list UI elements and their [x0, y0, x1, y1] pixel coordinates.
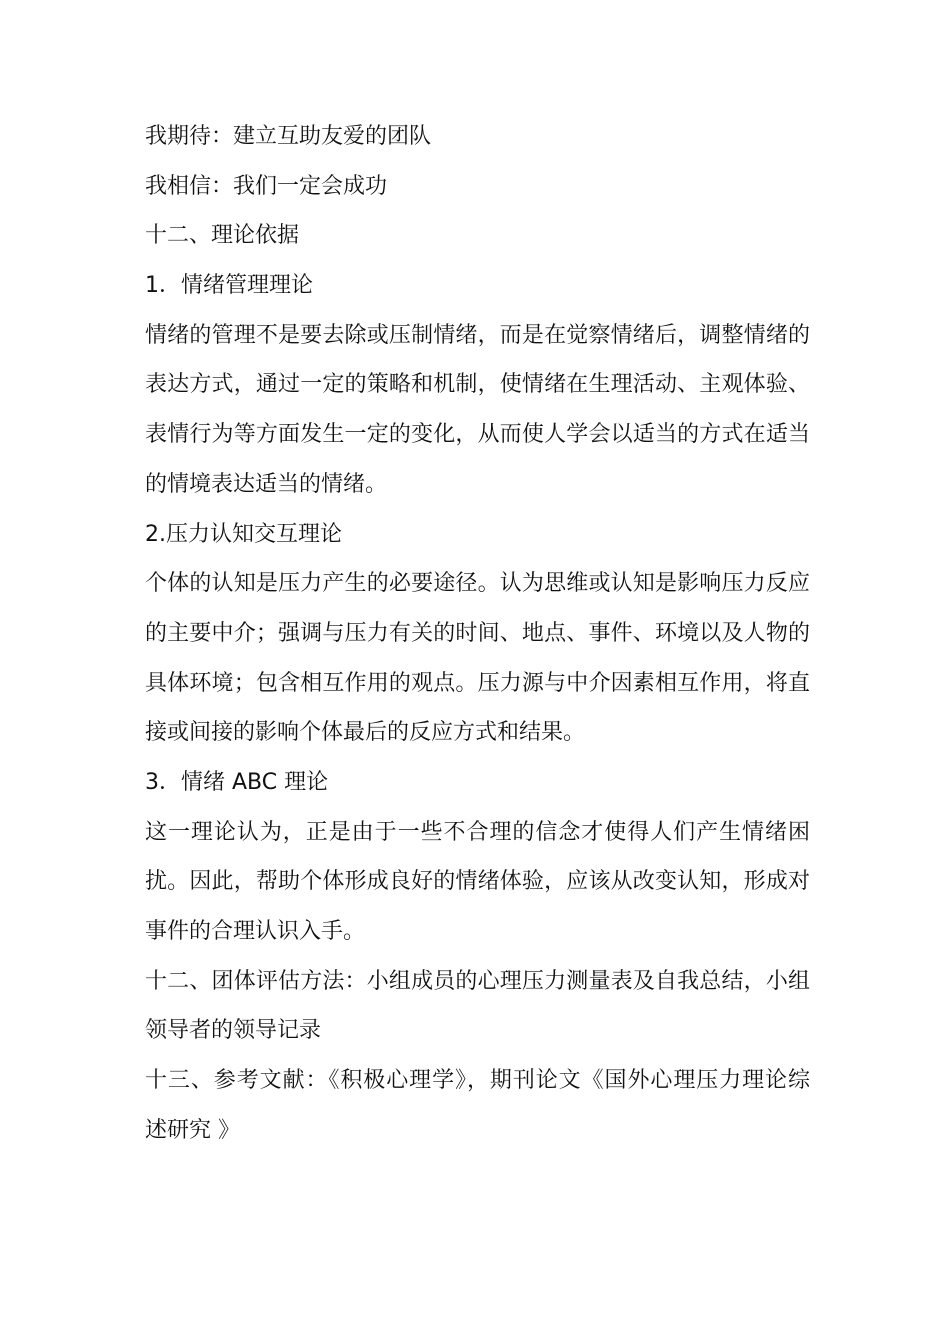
text-line-belief: 我相信：我们一定会成功	[145, 173, 388, 199]
subheading-emotion-management: 1．情绪管理理论	[145, 273, 313, 299]
paragraph-line: 事件的合理认识入手。	[145, 919, 366, 944]
section-heading-references: 十三、参考文献：《积极心理学》，期刊论文《国外心理压力理论综	[145, 1068, 810, 1094]
subheading-stress-cognition: 2.压力认知交互理论	[145, 521, 342, 547]
paragraph-line: 具体环境；包含相互作用的观点。压力源与中介因素相互作用，将直	[145, 670, 810, 696]
paragraph-line: 表情行为等方面发生一定的变化，从而使人学会以适当的方式在适当	[145, 422, 810, 448]
document-page	[145, 112, 810, 1155]
paragraph-line: 的情境表达适当的情绪。	[145, 471, 388, 497]
paragraph-line: 情绪的管理不是要去除或压制情绪，而是在觉察情绪后，调整情绪的	[145, 322, 810, 348]
paragraph-line: 领导者的领导记录	[145, 1018, 322, 1044]
paragraph-line: 的主要中介；强调与压力有关的时间、地点、事件、环境以及人物的	[145, 620, 810, 646]
section-heading-evaluation: 十二、团体评估方法：小组成员的心理压力测量表及自我总结，小组	[145, 968, 810, 994]
paragraph-line: 这一理论认为，正是由于一些不合理的信念才使得人们产生情绪困	[145, 819, 810, 845]
paragraph-line: 扰。因此，帮助个体形成良好的情绪体验，应该从改变认知，形成对	[145, 869, 810, 895]
subheading-abc-theory: 3．情绪 ABC 理论	[145, 769, 329, 795]
section-heading-theory: 十二、理论依据	[145, 223, 300, 249]
paragraph-line: 个体的认知是压力产生的必要途径。认为思维或认知是影响压力反应	[145, 571, 810, 597]
text-line-expectation: 我期待：建立互助友爱的团队	[145, 124, 432, 149]
paragraph-line: 述研究 》	[145, 1117, 240, 1143]
paragraph-line: 表达方式，通过一定的策略和机制，使情绪在生理活动、主观体验、	[145, 372, 810, 398]
paragraph-line: 接或间接的影响个体最后的反应方式和结果。	[145, 720, 586, 746]
